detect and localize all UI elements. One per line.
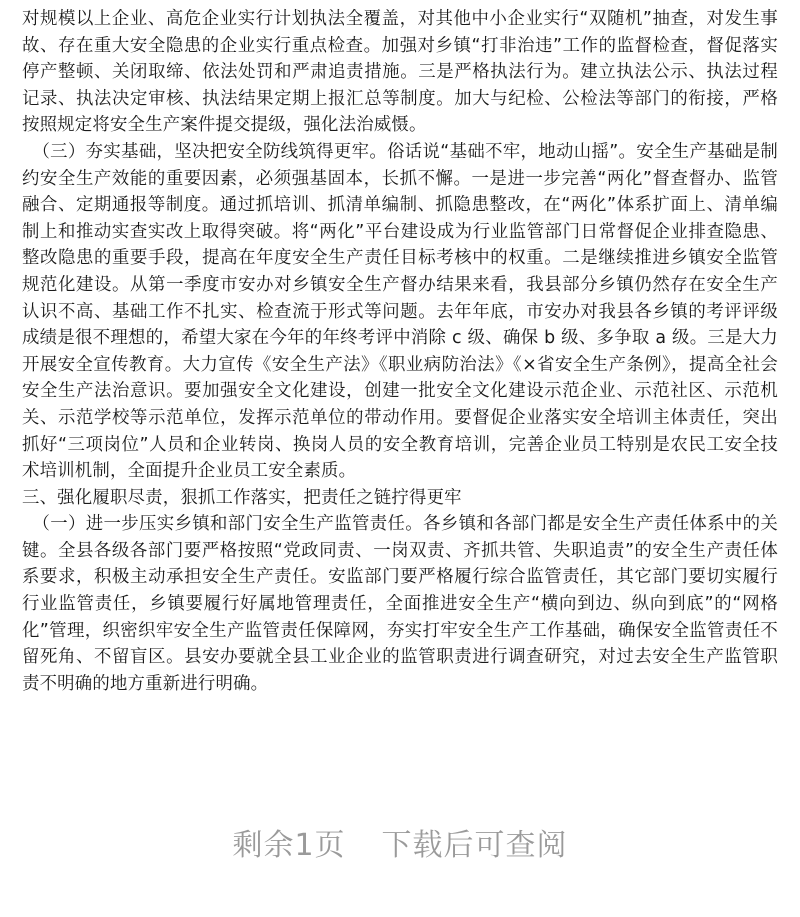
download-hint-label: 下载后可查阅 [381, 828, 568, 863]
remaining-pages-label: 剩余1页 [232, 828, 346, 863]
paragraph-foundation: （三）夯实基础，坚决把安全防线筑得更牢。俗话说“基础不牢，地动山摇”。安全生产基础是制约安全生产效能的重要因素，必须强基固本，长抓不懈。一是进一步完善“两化”督查督办、监管融合、定期通报等制度。通过抓培训、抓清单编制、抓隐患整改，在“两化”体系扩面上、清单编制上和推动实查实改上取得突破。将“两化”平台建设成为行业监管部门日常督促企业排查隐患、整改隐患的重要手段，提高在年度安全生产责任目标考核中的权重。二是继续推进乡镇安全监管规范化建设。从第一季度市安办对乡镇安全生产督办结果来看，我县部分乡镇仍然存在安全生产认识不高、基础工作不扎实、检查流于形式等问题。去年年底，市安办对我县各乡镇的考评评级成绩是很不理想的，希望大家在今年的年终考评中消除 c 级、确保 b 级、多争取 a 级。三是大力开展安全宣传教育。大力宣传《安全生产法》《职业病防治法》《×省安全生产条例》，提高全社会安全生产法治意识。要加强安全文化建设，创建一批安全文化建设示范企业、示范社区、示范机关、示范学校等示范单位，发挥示范单位的带动作用。要督促企业落实安全培训主体责任，突出抓好“三项岗位”人员和企业转岗、换岗人员的安全教育培训，完善企业员工特别是农民工安全技术培训机制，全面提升企业员工安全素质。 [22, 141, 778, 482]
paragraph-enforcement: 对规模以上企业、高危企业实行计划执法全覆盖，对其他中小企业实行“双随机”抽查，对发生事故、存在重大安全隐患的企业实行重点检查。加强对乡镇“打非治违”工作的监督检查，督促落实停产整顿、关闭取缔、依法处罚和严肃追责措施。三是严格执法行为。建立执法公示、执法过程记录、执法决定审核、执法结果定期上报汇总等制度。加大与纪检、公检法等部门的衔接，严格按照规定将安全生产案件提交提级，强化法治威慑。 [22, 9, 778, 136]
paragraph-responsibility: （一）进一步压实乡镇和部门安全生产监管责任。各乡镇和各部门都是安全生产责任体系中的关键。全县各级各部门要严格按照“党政同责、一岗双责、齐抓共管、失职追责”的安全生产责任体系要求，积极主动承担安全生产责任。安监部门要严格履行综合监管责任，其它部门要切实履行行业监管责任，乡镇要履行好属地管理责任，全面推进安全生产“横向到边、纵向到底”的“网格化”管理，织密织牢安全生产监管责任保障网，夯实打牢安全生产工作基础，确保安全监管责任不留死角、不留盲区。县安办要就全县工业企业的监管职责进行调查研究，对过去安全生产监管职责不明确的地方重新进行明确。 [22, 514, 778, 694]
document-body [22, 6, 778, 697]
download-footer[interactable] [0, 820, 800, 864]
section-heading-three: 三、强化履职尽责，狠抓工作落实，把责任之链拧得更牢 [22, 487, 462, 508]
